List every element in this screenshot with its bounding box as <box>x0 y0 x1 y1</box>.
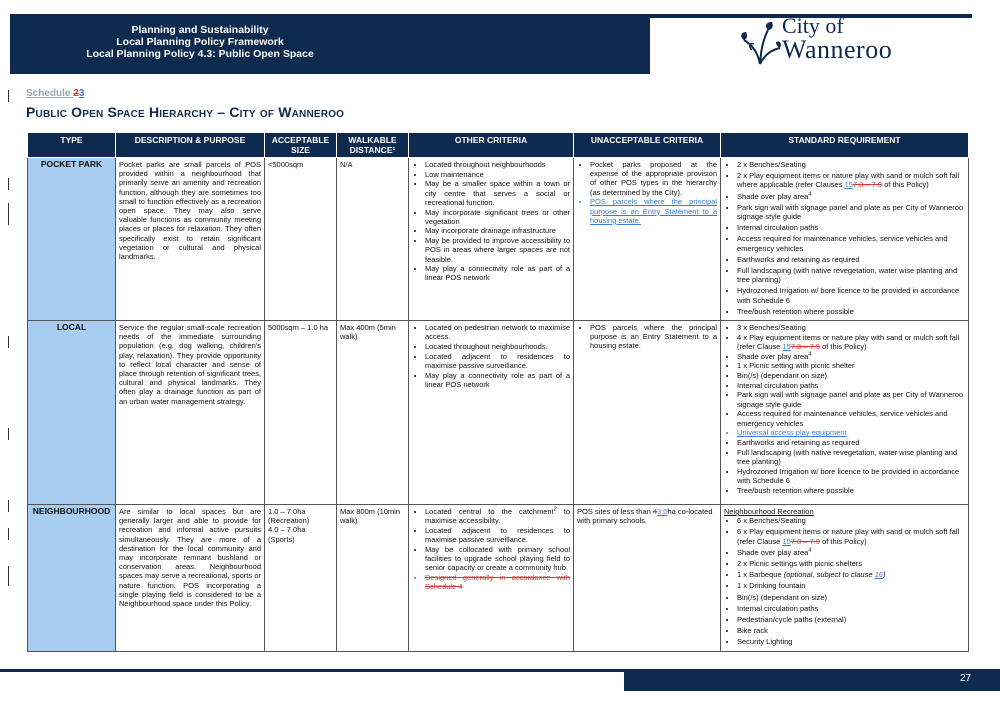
list-item: • Park sign wall with signage panel and plate as per City of Wanneroo signage style guide <box>737 390 965 408</box>
change-bar <box>8 203 9 225</box>
inserted-ref: 16 <box>874 570 883 580</box>
list-item: • Security Lighting <box>737 637 965 646</box>
deleted-ref: 4 <box>652 507 658 517</box>
list-item: • May incorporate significant trees or other vegetation <box>425 208 570 226</box>
table-row <box>28 158 969 321</box>
distance-cell: Max 400m (5min walk) <box>337 321 409 505</box>
list-item: • 6 x Benches/Seating <box>737 516 965 525</box>
change-bar <box>8 336 9 348</box>
list-item: • Hydrozoned Irrigation w/ bore licence to be provided in accordance with Schedule 6 <box>737 467 965 485</box>
change-bar <box>8 500 9 512</box>
list-item: • Tree/bush retention where possible <box>737 307 965 316</box>
col-header-size: ACCEPTABLE SIZE <box>265 133 337 158</box>
city-logo-text <box>782 15 892 63</box>
list-item: • 2 x Play equipment items or nature play with sand or mulch soft fall where applicable (refer Clauses 157.8 – 7.9 of this Policy) <box>737 171 965 189</box>
standard-requirement-cell <box>721 505 969 652</box>
deleted-ref: 7.8 – 7.9 <box>852 180 883 190</box>
inserted-ref: 15 <box>782 536 791 546</box>
list-item: • May play a connectivity role as part of a linear POS network <box>425 264 570 282</box>
list-item: • Earthworks and retaining as required <box>737 438 965 447</box>
list-item: • May be a smaller space within a town or city centre that serves a social or recreational function. <box>425 179 570 207</box>
neighbourhood-recreation-heading: Neighbourhood Recreation <box>724 507 814 517</box>
change-bar <box>8 566 9 586</box>
schedule-label: Schedule 23 <box>26 88 85 99</box>
list-item: • POS parcels where the principal purpose is an Entry Statement to a housing estate. <box>590 323 717 351</box>
list-item: • Shade over play area$^4$ <box>737 548 965 557</box>
col-header-unacceptable: UNACCEPTABLE CRITERIA <box>574 133 721 158</box>
pos-hierarchy-table <box>27 132 969 652</box>
list-item: • Bin(/s) (dependant on size) <box>737 371 965 380</box>
list-item: • Located adjacent to residences to maximise passive surveillance. <box>425 526 570 544</box>
change-bar <box>8 428 9 440</box>
description-cell: Service the regular small-scale recreation needs of the immediate surrounding population (e.g. dog walking, children's play, relaxation). They provide opportunity to reflect local character and sense of place through retention of significant trees, cultural and physical landmarks. They often play a drainage function as part of an urban water management strategy. <box>116 321 265 505</box>
list-item: • Located adjacent to residences to maximise passive surveillance. <box>425 352 570 370</box>
list-item: • 1 x Barbeque (optional, subject to clause 16) <box>737 570 965 579</box>
list-item: • May be collocated with primary school facilities to upgrade school playing field to senior capacity or create a community hub. <box>425 545 570 573</box>
other-criteria-cell <box>409 321 574 505</box>
table-row <box>28 321 969 505</box>
list-item: • 2 x Benches/Seating <box>737 160 965 169</box>
col-header-other: OTHER CRITERIA <box>409 133 574 158</box>
list-item: • 1 x Picnic setting with picnic shelter <box>737 361 965 370</box>
type-cell: POCKET PARK <box>28 158 116 321</box>
inserted-ref: 3.0 <box>657 507 668 517</box>
list-item: • Low maintenance <box>425 170 570 179</box>
col-header-standard: STANDARD REQUIREMENT <box>721 133 969 158</box>
list-item: • Shade over play area$^4$ <box>737 192 965 201</box>
description-cell: Pocket parks are small parcels of POS provided within a neighbourhood that primarily serve an amenity and recreation function, although they are sometimes too small to function effectively as a recreation open space. They may also serve valuable functions as community meeting places or places for relaxation. They often specifically exist to retain significant vegetation or cultural and physical landmarks. <box>116 158 265 321</box>
deleted-ref: 7.8 – 7.9 <box>790 536 820 546</box>
distance-cell: N/A <box>337 158 409 321</box>
list-item: • May play a connectivity role as part of a linear POS network <box>425 371 570 389</box>
standard-requirement-cell <box>721 321 969 505</box>
unacceptable-cell: POS sites of less than 43.0ha co-located with primary schools. <box>574 505 721 652</box>
inserted-text-item: • Universal access play equipment <box>737 428 965 437</box>
logo-wanneroo: Wanneroo <box>782 35 893 64</box>
page-number: 27 <box>960 673 972 684</box>
list-item: • Pocket parks proposed at the expense of the appropriate provision of other POS types in the hierarchy (as determined by the City). <box>590 160 717 197</box>
list-item: • Full landscaping (with native revegetation, water wise planting and tree planting) <box>737 266 965 284</box>
footer-white-band <box>0 672 624 691</box>
header-title <box>10 24 390 60</box>
size-cell: <5000sqm <box>265 158 337 321</box>
header-line-1: Planning and Sustainability <box>131 24 269 36</box>
list-item: • Earthworks and retaining as required <box>737 255 965 264</box>
list-item: • Access required for maintenance vehicles, service vehicles and emergency vehicles <box>737 409 965 427</box>
list-item: • Located throughout neighbourhoods <box>425 160 570 169</box>
table-header-row <box>28 133 969 158</box>
list-item: • Located central to the catchment$^2$ to maximise accessibility. <box>425 507 570 525</box>
inserted-ref: 15 <box>844 180 853 190</box>
header-line-3: Local Planning Policy 4.3: Public Open Space <box>86 48 314 60</box>
col-header-distance: WALKABLE DISTANCE¹ <box>337 133 409 158</box>
list-item: • May be provided to improve accessibility to POS in areas where larger spaces are not feasible. <box>425 236 570 264</box>
list-item: • 6 x Play equipment items or nature play with sand or mulch soft fall (refer Clause 157.8 – 7.9 of this Policy) <box>737 527 965 545</box>
schedule-new-number: 3 <box>78 88 85 99</box>
list-item: • Bike rack <box>737 626 965 635</box>
schedule-old-number: 2 <box>73 88 79 99</box>
list-item: • Hydrozoned Irrigation w/ bore licence to be provided in accordance with Schedule 6 <box>737 286 965 304</box>
col-header-description: DESCRIPTION & PURPOSE <box>116 133 265 158</box>
list-item: • Park sign wall with signage panel and plate as per City of Wanneroo signage style guide <box>737 203 965 221</box>
list-item: • Tree/bush retention where possible <box>737 486 965 495</box>
size-cell: 5000sqm – 1.0 ha <box>265 321 337 505</box>
list-item: • 3 x Benches/Seating <box>737 323 965 332</box>
description-cell: Are similar to local spaces but are generally larger and able to provide for recreation and informal active pursuits simultaneously. They are more of a destination for the local community and may incorporate remnant bushland or conservation areas. Neighbourhood spaces may serve a recreational, sports or nature function. POS incorporating a single playing field is considered to be a Neighbourhood space under this Policy. <box>116 505 265 652</box>
page-footer <box>0 669 1000 691</box>
table-row <box>28 505 969 652</box>
list-item: • 4 x Play equipment items or nature play with sand or mulch soft fall (refer Clause 157.8 – 7.9 of this Policy) <box>737 333 965 351</box>
change-bar <box>8 528 9 540</box>
list-item: • Shade over play area$^4$ <box>737 352 965 361</box>
type-cell: LOCAL <box>28 321 116 505</box>
inserted-text-item: • POS parcels where the principal purpose is an Entry Statement to a housing estate. <box>590 197 717 225</box>
deleted-text-item: • Designed generally in accordance with Schedule 4 <box>425 573 570 591</box>
distance-cell: Max 800m (10min walk) <box>337 505 409 652</box>
list-item: • Located on pedestrian network to maximise access. <box>425 323 570 341</box>
list-item: • Bin(/s) (dependant on size) <box>737 593 965 602</box>
other-criteria-cell <box>409 158 574 321</box>
unacceptable-cell <box>574 321 721 505</box>
list-item: • Access required for maintenance vehicles, service vehicles and emergency vehicles <box>737 234 965 252</box>
size-cell: 1.0 – 7.0ha (Recreation) 4.0 – 7.0ha (Sports) <box>265 505 337 652</box>
change-bar <box>8 90 9 102</box>
logo-city-of: City of <box>782 13 844 38</box>
type-cell: NEIGHBOURHOOD <box>28 505 116 652</box>
change-bar <box>8 178 9 190</box>
list-item: • 2 x Picnic settings with picnic shelters <box>737 559 965 568</box>
other-criteria-cell <box>409 505 574 652</box>
unacceptable-cell <box>574 158 721 321</box>
list-item: • Internal circulation paths <box>737 604 965 613</box>
list-item: • May incorporate drainage infrastructure <box>425 226 570 235</box>
list-item: • Internal circulation paths <box>737 223 965 232</box>
list-item: • Internal circulation paths <box>737 381 965 390</box>
header-line-2: Local Planning Policy Framework <box>116 36 284 48</box>
deleted-ref: 7.8 – 7.9 <box>790 341 820 351</box>
standard-requirement-cell <box>721 158 969 321</box>
list-item: • Pedestrian/cycle paths (external) <box>737 615 965 624</box>
inserted-ref: 15 <box>782 341 791 351</box>
page-title: Public Open Space Hierarchy – City of Wanneroo <box>26 104 345 120</box>
list-item: • Full landscaping (with native revegetation, water wise planting and tree planting) <box>737 448 965 466</box>
city-logo-icon <box>738 20 782 66</box>
list-item: • 1 x Drinking fountain <box>737 581 965 590</box>
list-item: • Located throughout neighbourhoods. <box>425 342 570 351</box>
col-header-type: TYPE <box>28 133 116 158</box>
